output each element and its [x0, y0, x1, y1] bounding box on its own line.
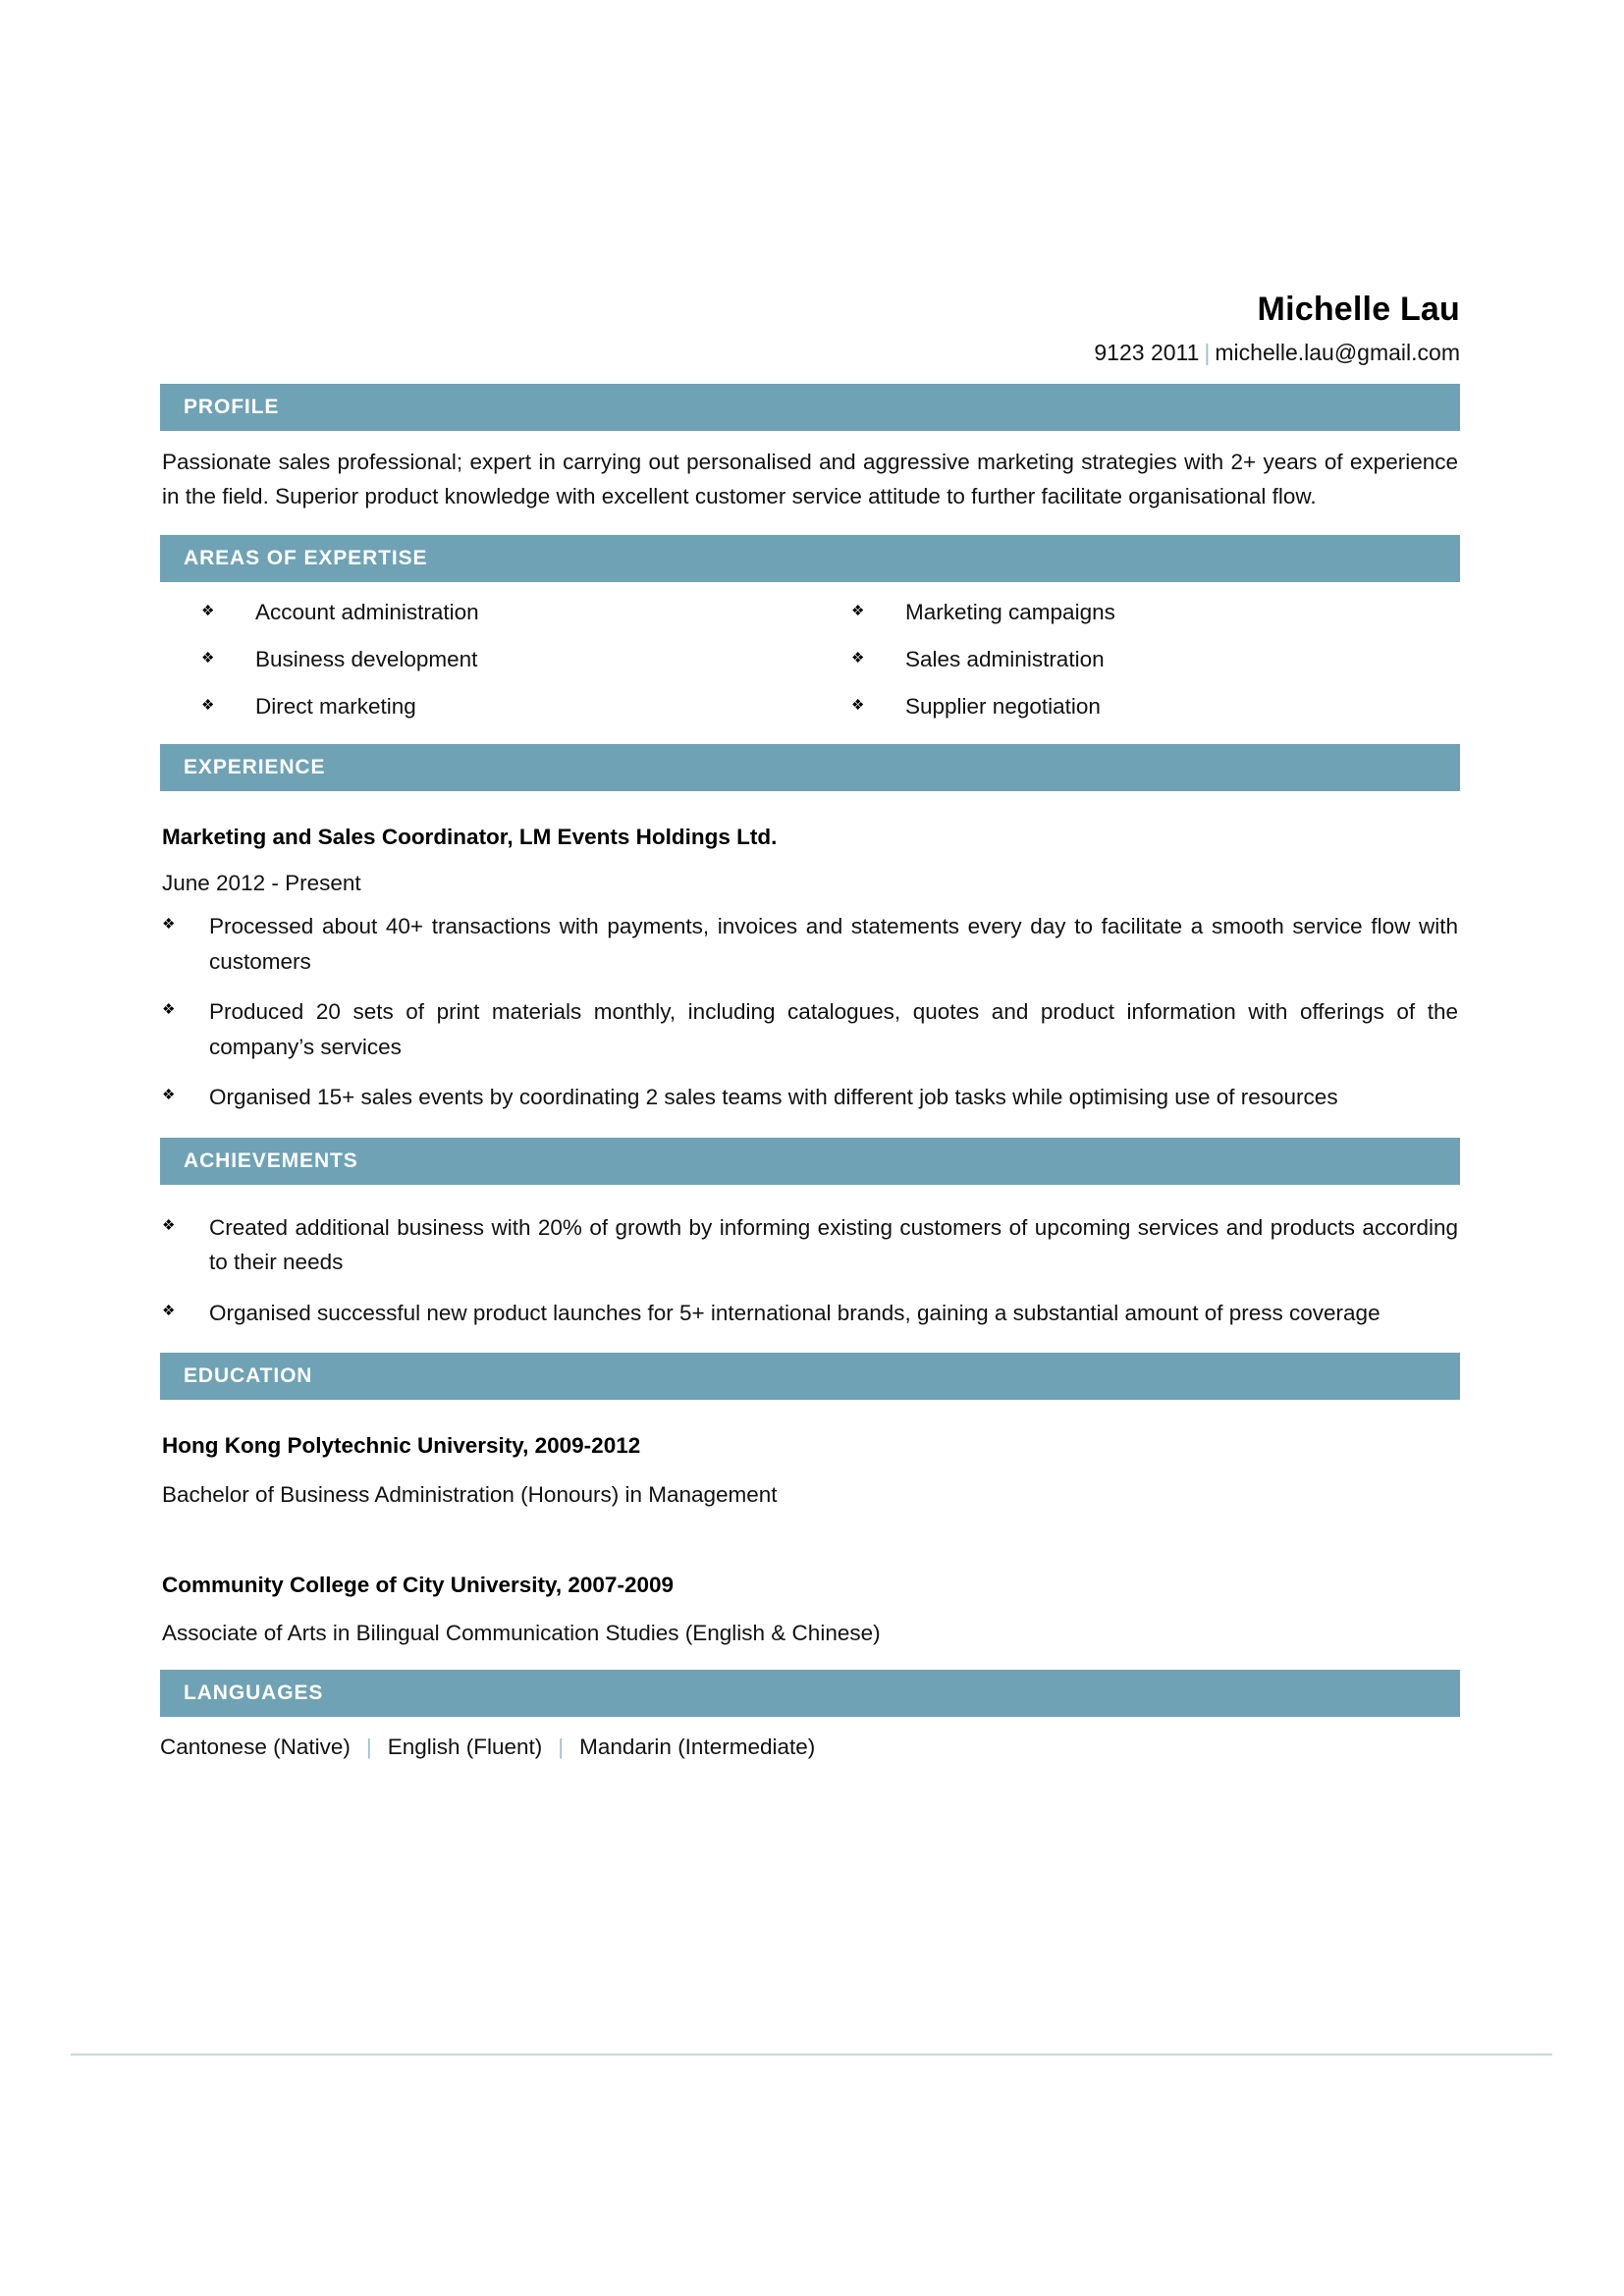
- footer-divider: [71, 2054, 1552, 2056]
- list-item: [201, 598, 810, 626]
- achievement-bullet-text: Organised successful new product launches for 5+ international brands, gaining a substantial amount of press coverage: [209, 1300, 1380, 1325]
- list-item: [851, 598, 1460, 626]
- section-header-profile: [160, 384, 1460, 431]
- section-header-education: [160, 1353, 1460, 1400]
- candidate-name: Michelle Lau: [1257, 291, 1460, 328]
- diamond-bullet-icon: ❖: [201, 650, 215, 667]
- list-item: [162, 1080, 1458, 1115]
- section-header-experience: [160, 744, 1460, 791]
- expertise-label: Account administration: [255, 599, 479, 624]
- job-dates: June 2012 - Present: [162, 870, 361, 895]
- diamond-bullet-icon: ❖: [162, 1087, 176, 1104]
- contact-separator: |: [1204, 340, 1211, 366]
- experience-bullet-list: [162, 897, 1458, 1117]
- expertise-column-left: [160, 598, 810, 721]
- experience-bullet-text: Organised 15+ sales events by coordinating 2 sales teams with different job tasks while optimising use of resources: [209, 1085, 1338, 1110]
- education-degree: Bachelor of Business Administration (Honours) in Management: [162, 1481, 778, 1507]
- diamond-bullet-icon: ❖: [201, 697, 215, 715]
- section-header-expertise: [160, 535, 1460, 582]
- contact-line: [160, 340, 1460, 367]
- language-separator: |: [558, 1734, 565, 1759]
- expertise-label: Business development: [255, 647, 478, 672]
- diamond-bullet-icon: ❖: [851, 650, 865, 667]
- resume-header: [160, 0, 1460, 367]
- education-degree: Associate of Arts in Bilingual Communication Studies (English & Chinese): [162, 1621, 881, 1646]
- achievements-bullet-list: [162, 1199, 1458, 1333]
- expertise-label: Marketing campaigns: [905, 599, 1115, 624]
- education-school: Community College of City University, 2007-2009: [162, 1573, 674, 1598]
- section-header-languages: [160, 1670, 1460, 1717]
- language-item: Cantonese (Native): [160, 1734, 351, 1759]
- expertise-column-right: [810, 598, 1460, 721]
- diamond-bullet-icon: ❖: [851, 602, 865, 619]
- expertise-label: Sales administration: [905, 647, 1105, 672]
- diamond-bullet-icon: ❖: [162, 916, 176, 934]
- diamond-bullet-icon: ❖: [851, 697, 865, 715]
- list-item: [162, 909, 1458, 979]
- diamond-bullet-icon: ❖: [162, 1001, 176, 1019]
- expertise-label: Direct marketing: [255, 694, 416, 720]
- resume-content: [160, 0, 1460, 1762]
- section-title-experience: EXPERIENCE: [184, 755, 326, 778]
- section-title-expertise: AREAS OF EXPERTISE: [184, 546, 428, 569]
- expertise-label: Supplier negotiation: [905, 694, 1101, 720]
- language-item: Mandarin (Intermediate): [579, 1734, 816, 1759]
- education-entry: [162, 1553, 1458, 1649]
- diamond-bullet-icon: ❖: [162, 1302, 176, 1319]
- list-item: [851, 645, 1460, 673]
- list-item: [851, 692, 1460, 721]
- email-address: michelle.lau@gmail.com: [1215, 340, 1460, 366]
- education-entry: [162, 1414, 1458, 1510]
- list-item: [201, 645, 810, 673]
- experience-bullet-text: Processed about 40+ transactions with payments, invoices and statements every day to facilitate a smooth service flow with customers: [209, 914, 1458, 974]
- section-title-profile: PROFILE: [184, 395, 280, 418]
- diamond-bullet-icon: ❖: [201, 602, 215, 619]
- list-item: [162, 1210, 1458, 1280]
- job-title: Marketing and Sales Coordinator, LM Events Holdings Ltd.: [162, 824, 778, 849]
- languages-row: [160, 1717, 1460, 1762]
- section-body-profile: [160, 431, 1460, 518]
- language-separator: |: [365, 1734, 372, 1759]
- section-title-achievements: ACHIEVEMENTS: [184, 1148, 358, 1172]
- list-item: [162, 994, 1458, 1064]
- language-item: English (Fluent): [387, 1734, 543, 1759]
- section-header-achievements: [160, 1138, 1460, 1185]
- profile-text: Passionate sales professional; expert in carrying out personalised and aggressive marketing strategies with 2+ years of experience in the field. Superior product knowledge with excellent customer service attitude to further facilitate organisational flow.: [162, 449, 1458, 509]
- diamond-bullet-icon: ❖: [162, 1216, 176, 1234]
- achievement-bullet-text: Created additional business with 20% of growth by informing existing customers of upcoming services and products according to their needs: [209, 1214, 1458, 1275]
- section-body-experience: [160, 791, 1460, 1121]
- section-body-education: [160, 1400, 1460, 1652]
- section-title-education: EDUCATION: [184, 1364, 313, 1388]
- section-title-languages: LANGUAGES: [184, 1681, 324, 1704]
- experience-bullet-text: Produced 20 sets of print materials monthly, including catalogues, quotes and product information with offerings of the company’s services: [209, 999, 1458, 1059]
- expertise-columns: [160, 582, 1460, 727]
- list-item: [162, 1296, 1458, 1331]
- list-item: [201, 692, 810, 721]
- education-school: Hong Kong Polytechnic University, 2009-2012: [162, 1433, 641, 1459]
- section-body-achievements: [160, 1185, 1460, 1337]
- phone-number: 9123 2011: [1094, 340, 1200, 366]
